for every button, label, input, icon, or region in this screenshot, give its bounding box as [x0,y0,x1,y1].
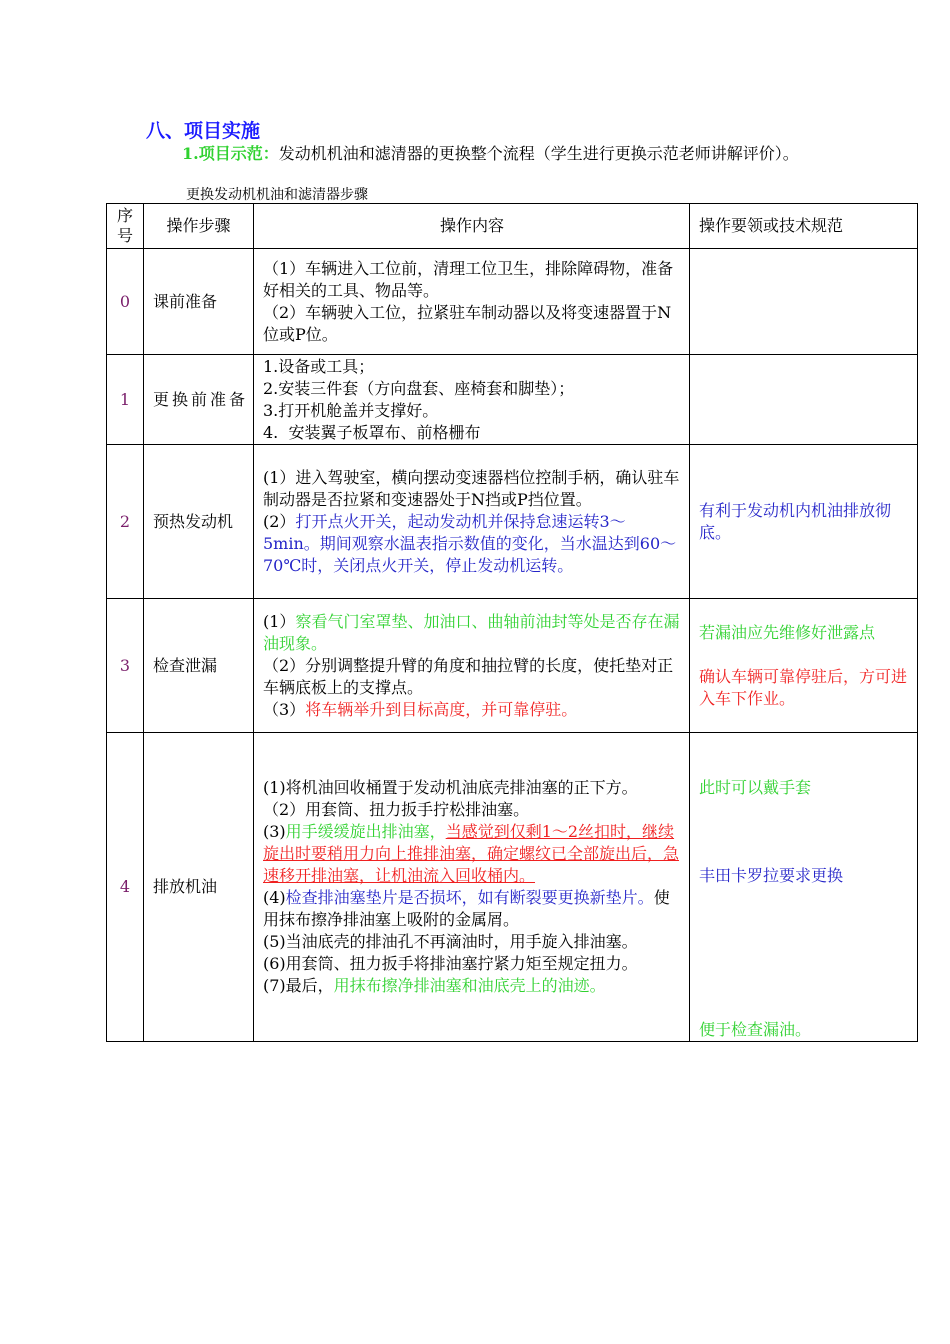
row-step: 排放机油 [144,733,254,1042]
row-content: (1)将机油回收桶置于发动机油底壳排油塞的正下方。 （2）用套筒、扭力扳手拧松排油塞。 (3)用手缓缓旋出排油塞，当感觉到仅剩1～2丝扣时，继续旋出时要稍用力向上推排油塞，确定螺纹已全部旋出后，急速移开排油塞，让机油流入回收桶内。 (4)检查排油塞垫片是否损坏，如有断裂要更换新垫片。使用抹布擦净排油塞上吸附的金属屑。 (5)当油底壳的排油孔不再滴油时，用手旋入排油塞。 (6)用套筒、扭力扳手将排油塞拧紧力矩至规定扭力。 (7)最后，用抹布擦净排油塞和油底壳上的油迹。 [254,733,690,1042]
row-number: 0 [107,249,144,355]
row-note [690,249,918,355]
intro-paragraph [146,143,826,165]
header-note: 操作要领或技术规范 [690,204,918,249]
row-step: 预热发动机 [144,445,254,599]
table-caption: 更换发动机机油和滤清器步骤 [186,187,368,203]
header-content: 操作内容 [254,204,690,249]
row-note: 若漏油应先维修好泄露点 确认车辆可靠停驻后，方可进入车下作业。 [690,599,918,733]
section-title: 八、项目实施 [146,120,261,142]
row-content: (1）察看气门室罩垫、加油口、曲轴前油封等处是否存在漏油现象。 （2）分别调整提升臂的角度和抽拉臂的长度，使托垫对正车辆底板上的支撑点。 （3）将车辆举升到目标高度，并可靠停驻。 [254,599,690,733]
row-note: 有利于发动机内机油排放彻底。 [690,445,918,599]
table-header-row [107,204,918,249]
row-number: 1 [107,355,144,445]
row-step: 检查泄漏 [144,599,254,733]
row-step: 更换前准备 [144,355,254,445]
header-step: 操作步骤 [144,204,254,249]
table-row [107,249,918,355]
table-row [107,599,918,733]
row-number: 2 [107,445,144,599]
intro-lead: 1.项目示范： [182,144,279,163]
row-note [690,355,918,445]
table-row [107,733,918,1042]
row-content: （1）车辆进入工位前，清理工位卫生，排除障碍物，准备好相关的工具、物品等。 （2）车辆驶入工位，拉紧驻车制动器以及将变速器置于N位或P位。 [254,249,690,355]
row-content: 1.设备或工具； 2.安装三件套（方向盘套、座椅套和脚垫）； 3.打开机舱盖并支撑好。 4. 安装翼子板罩布、前格栅布 [254,355,690,445]
table-row [107,355,918,445]
header-no: 序 号 [107,204,144,249]
row-number: 3 [107,599,144,733]
row-number: 4 [107,733,144,1042]
row-content: (1）进入驾驶室，横向摆动变速器档位控制手柄，确认驻车制动器是否拉紧和变速器处于N挡或P挡位置。 (2）打开点火开关，起动发动机并保持怠速运转3～5min。期间观察水温表指示数值的变化，当水温达到60～70℃时，关闭点火开关，停止发动机运转。 [254,445,690,599]
table-row [107,445,918,599]
intro-text: 发动机机油和滤清器的更换整个流程（学生进行更换示范老师讲解评价）。 [278,144,799,163]
row-note: 此时可以戴手套 丰田卡罗拉要求更换 便于检查漏油。 [690,733,918,1042]
steps-table [106,203,918,1042]
row-step: 课前准备 [144,249,254,355]
